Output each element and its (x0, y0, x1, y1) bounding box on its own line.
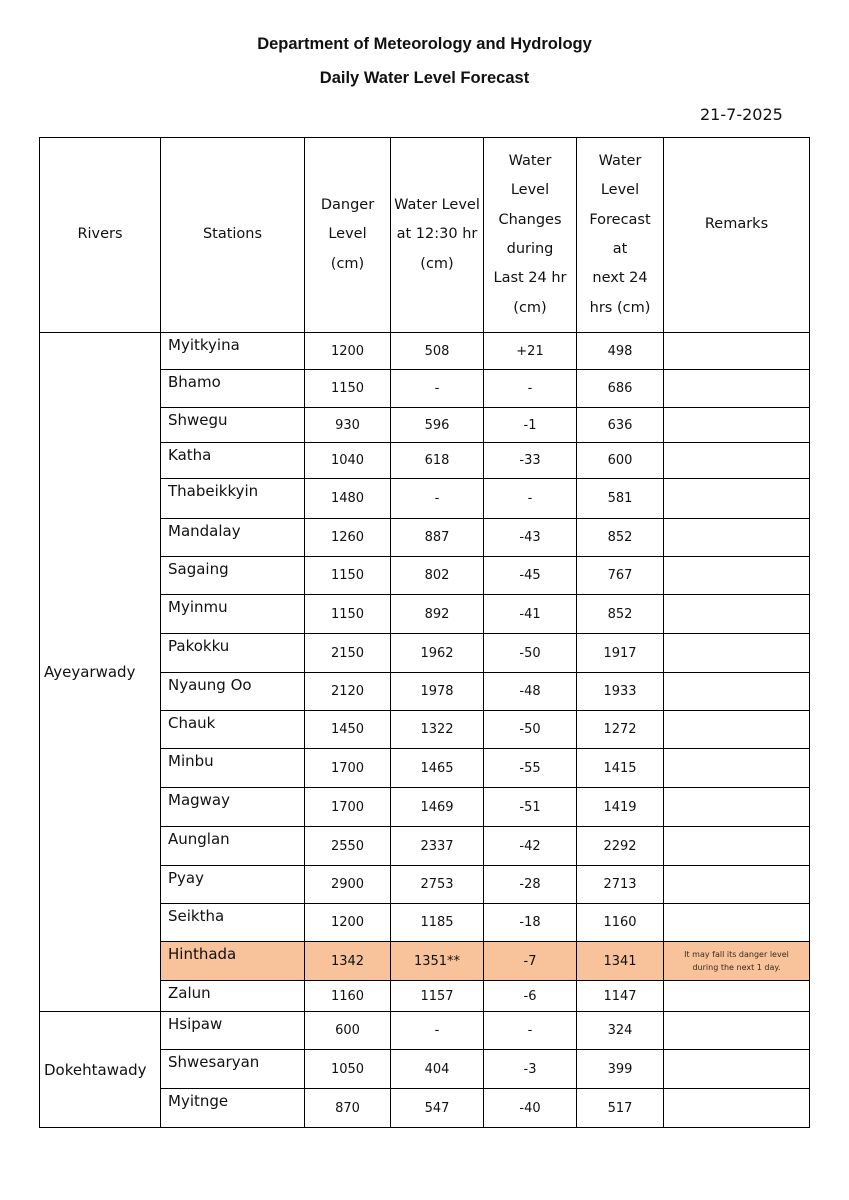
danger-level-cell: 2150 (305, 634, 391, 673)
water-level-cell: - (391, 1012, 484, 1050)
level-change-cell: -18 (484, 904, 577, 942)
danger-level-cell: 1700 (305, 749, 391, 788)
col-header-remarks: Remarks (664, 138, 810, 333)
col-header-stations: Stations (161, 138, 305, 333)
forecast-cell: 2292 (577, 827, 664, 866)
remark-cell (664, 595, 810, 634)
river-name: Ayeyarwady (40, 333, 161, 1012)
remark-cell: It may fall its danger level during the next 1 day. (664, 942, 810, 981)
danger-level-cell: 2120 (305, 673, 391, 711)
level-change-cell: -7 (484, 942, 577, 981)
level-change-cell: - (484, 479, 577, 519)
station-name: Hsipaw (161, 1012, 305, 1050)
forecast-cell: 636 (577, 408, 664, 443)
level-change-cell: -48 (484, 673, 577, 711)
danger-level-cell: 1050 (305, 1050, 391, 1089)
danger-level-cell: 1150 (305, 595, 391, 634)
forecast-cell: 767 (577, 557, 664, 595)
danger-level-cell: 870 (305, 1089, 391, 1128)
danger-level-cell: 1450 (305, 711, 391, 749)
remark-cell (664, 333, 810, 370)
station-name: Chauk (161, 711, 305, 749)
danger-level-cell: 1480 (305, 479, 391, 519)
water-level-cell: 892 (391, 595, 484, 634)
level-change-cell: - (484, 1012, 577, 1050)
level-change-cell: +21 (484, 333, 577, 370)
level-change-cell: -28 (484, 866, 577, 904)
water-level-cell: 887 (391, 519, 484, 557)
danger-level-cell: 600 (305, 1012, 391, 1050)
forecast-cell: 517 (577, 1089, 664, 1128)
col-header-rivers: Rivers (40, 138, 161, 333)
remark-cell (664, 981, 810, 1012)
station-name: Shwesaryan (161, 1050, 305, 1089)
level-change-cell: -40 (484, 1089, 577, 1128)
level-change-cell: -6 (484, 981, 577, 1012)
table-body (40, 333, 810, 1128)
danger-level-cell: 1200 (305, 904, 391, 942)
station-name: Myitkyina (161, 333, 305, 370)
danger-level-cell: 1342 (305, 942, 391, 981)
level-change-cell: -50 (484, 634, 577, 673)
station-name: Magway (161, 788, 305, 827)
water-level-cell: 2337 (391, 827, 484, 866)
page-title: Department of Meteorology and Hydrology (257, 35, 592, 53)
remark-cell (664, 1012, 810, 1050)
station-name: Pyay (161, 866, 305, 904)
station-name: Myitnge (161, 1089, 305, 1128)
water-level-cell: 618 (391, 443, 484, 479)
forecast-cell: 1419 (577, 788, 664, 827)
water-level-cell: 1978 (391, 673, 484, 711)
forecast-cell: 852 (577, 595, 664, 634)
water-level-cell: 1962 (391, 634, 484, 673)
water-level-cell: 1351** (391, 942, 484, 981)
danger-level-cell: 930 (305, 408, 391, 443)
forecast-cell: 1933 (577, 673, 664, 711)
station-name: Nyaung Oo (161, 673, 305, 711)
table-row (40, 1012, 810, 1050)
forecast-cell: 1272 (577, 711, 664, 749)
remark-cell (664, 443, 810, 479)
header-row (40, 138, 810, 333)
water-level-cell: 1469 (391, 788, 484, 827)
water-level-cell: - (391, 479, 484, 519)
forecast-cell: 2713 (577, 866, 664, 904)
level-change-cell: -41 (484, 595, 577, 634)
forecast-table (39, 137, 810, 1128)
water-level-cell: 404 (391, 1050, 484, 1089)
station-name: Bhamo (161, 370, 305, 408)
forecast-cell: 498 (577, 333, 664, 370)
level-change-cell: -3 (484, 1050, 577, 1089)
station-name: Thabeikkyin (161, 479, 305, 519)
station-name: Aunglan (161, 827, 305, 866)
remark-cell (664, 749, 810, 788)
water-level-cell: 1157 (391, 981, 484, 1012)
level-change-cell: -42 (484, 827, 577, 866)
station-name: Sagaing (161, 557, 305, 595)
water-level-cell: 802 (391, 557, 484, 595)
col-header-danger-level: Danger Level (cm) (305, 138, 391, 333)
water-level-cell: 1322 (391, 711, 484, 749)
level-change-cell: -43 (484, 519, 577, 557)
forecast-cell: 399 (577, 1050, 664, 1089)
forecast-cell: 1415 (577, 749, 664, 788)
level-change-cell: -50 (484, 711, 577, 749)
station-name: Myinmu (161, 595, 305, 634)
remark-cell (664, 673, 810, 711)
station-name: Pakokku (161, 634, 305, 673)
level-change-cell: -51 (484, 788, 577, 827)
remark-cell (664, 634, 810, 673)
forecast-cell: 1147 (577, 981, 664, 1012)
danger-level-cell: 1700 (305, 788, 391, 827)
forecast-cell: 581 (577, 479, 664, 519)
level-change-cell: -33 (484, 443, 577, 479)
remark-cell (664, 711, 810, 749)
danger-level-cell: 1200 (305, 333, 391, 370)
water-level-cell: 1185 (391, 904, 484, 942)
remark-cell (664, 1089, 810, 1128)
forecast-cell: 1917 (577, 634, 664, 673)
station-name: Zalun (161, 981, 305, 1012)
col-header-changes: Water Level Changes during Last 24 hr (cm) (484, 138, 577, 333)
level-change-cell: -55 (484, 749, 577, 788)
danger-level-cell: 2550 (305, 827, 391, 866)
water-level-cell: 508 (391, 333, 484, 370)
remark-cell (664, 866, 810, 904)
water-level-cell: - (391, 370, 484, 408)
table-row (40, 333, 810, 370)
page-subtitle: Daily Water Level Forecast (319, 69, 530, 87)
forecast-cell: 852 (577, 519, 664, 557)
station-name: Mandalay (161, 519, 305, 557)
river-name: Dokehtawady (40, 1012, 161, 1128)
station-name: Minbu (161, 749, 305, 788)
danger-level-cell: 1150 (305, 370, 391, 408)
remark-cell (664, 370, 810, 408)
danger-level-cell: 1260 (305, 519, 391, 557)
danger-level-cell: 1160 (305, 981, 391, 1012)
forecast-cell: 324 (577, 1012, 664, 1050)
report-date: 21-7-2025 (700, 105, 783, 124)
remark-cell (664, 519, 810, 557)
forecast-cell: 686 (577, 370, 664, 408)
remark-cell (664, 827, 810, 866)
danger-level-cell: 1040 (305, 443, 391, 479)
remark-cell (664, 408, 810, 443)
water-level-cell: 2753 (391, 866, 484, 904)
water-level-cell: 596 (391, 408, 484, 443)
col-header-forecast: Water Level Forecast at next 24 hrs (cm) (577, 138, 664, 333)
danger-level-cell: 2900 (305, 866, 391, 904)
level-change-cell: -45 (484, 557, 577, 595)
remark-cell (664, 904, 810, 942)
water-level-cell: 1465 (391, 749, 484, 788)
station-name: Seiktha (161, 904, 305, 942)
level-change-cell: -1 (484, 408, 577, 443)
forecast-cell: 1160 (577, 904, 664, 942)
remark-cell (664, 557, 810, 595)
water-level-cell: 547 (391, 1089, 484, 1128)
level-change-cell: - (484, 370, 577, 408)
station-name: Hinthada (161, 942, 305, 981)
remark-cell (664, 479, 810, 519)
station-name: Shwegu (161, 408, 305, 443)
forecast-cell: 600 (577, 443, 664, 479)
station-name: Katha (161, 443, 305, 479)
remark-cell (664, 1050, 810, 1089)
remark-cell (664, 788, 810, 827)
danger-level-cell: 1150 (305, 557, 391, 595)
col-header-water-level: Water Level at 12:30 hr (cm) (391, 138, 484, 333)
forecast-cell: 1341 (577, 942, 664, 981)
